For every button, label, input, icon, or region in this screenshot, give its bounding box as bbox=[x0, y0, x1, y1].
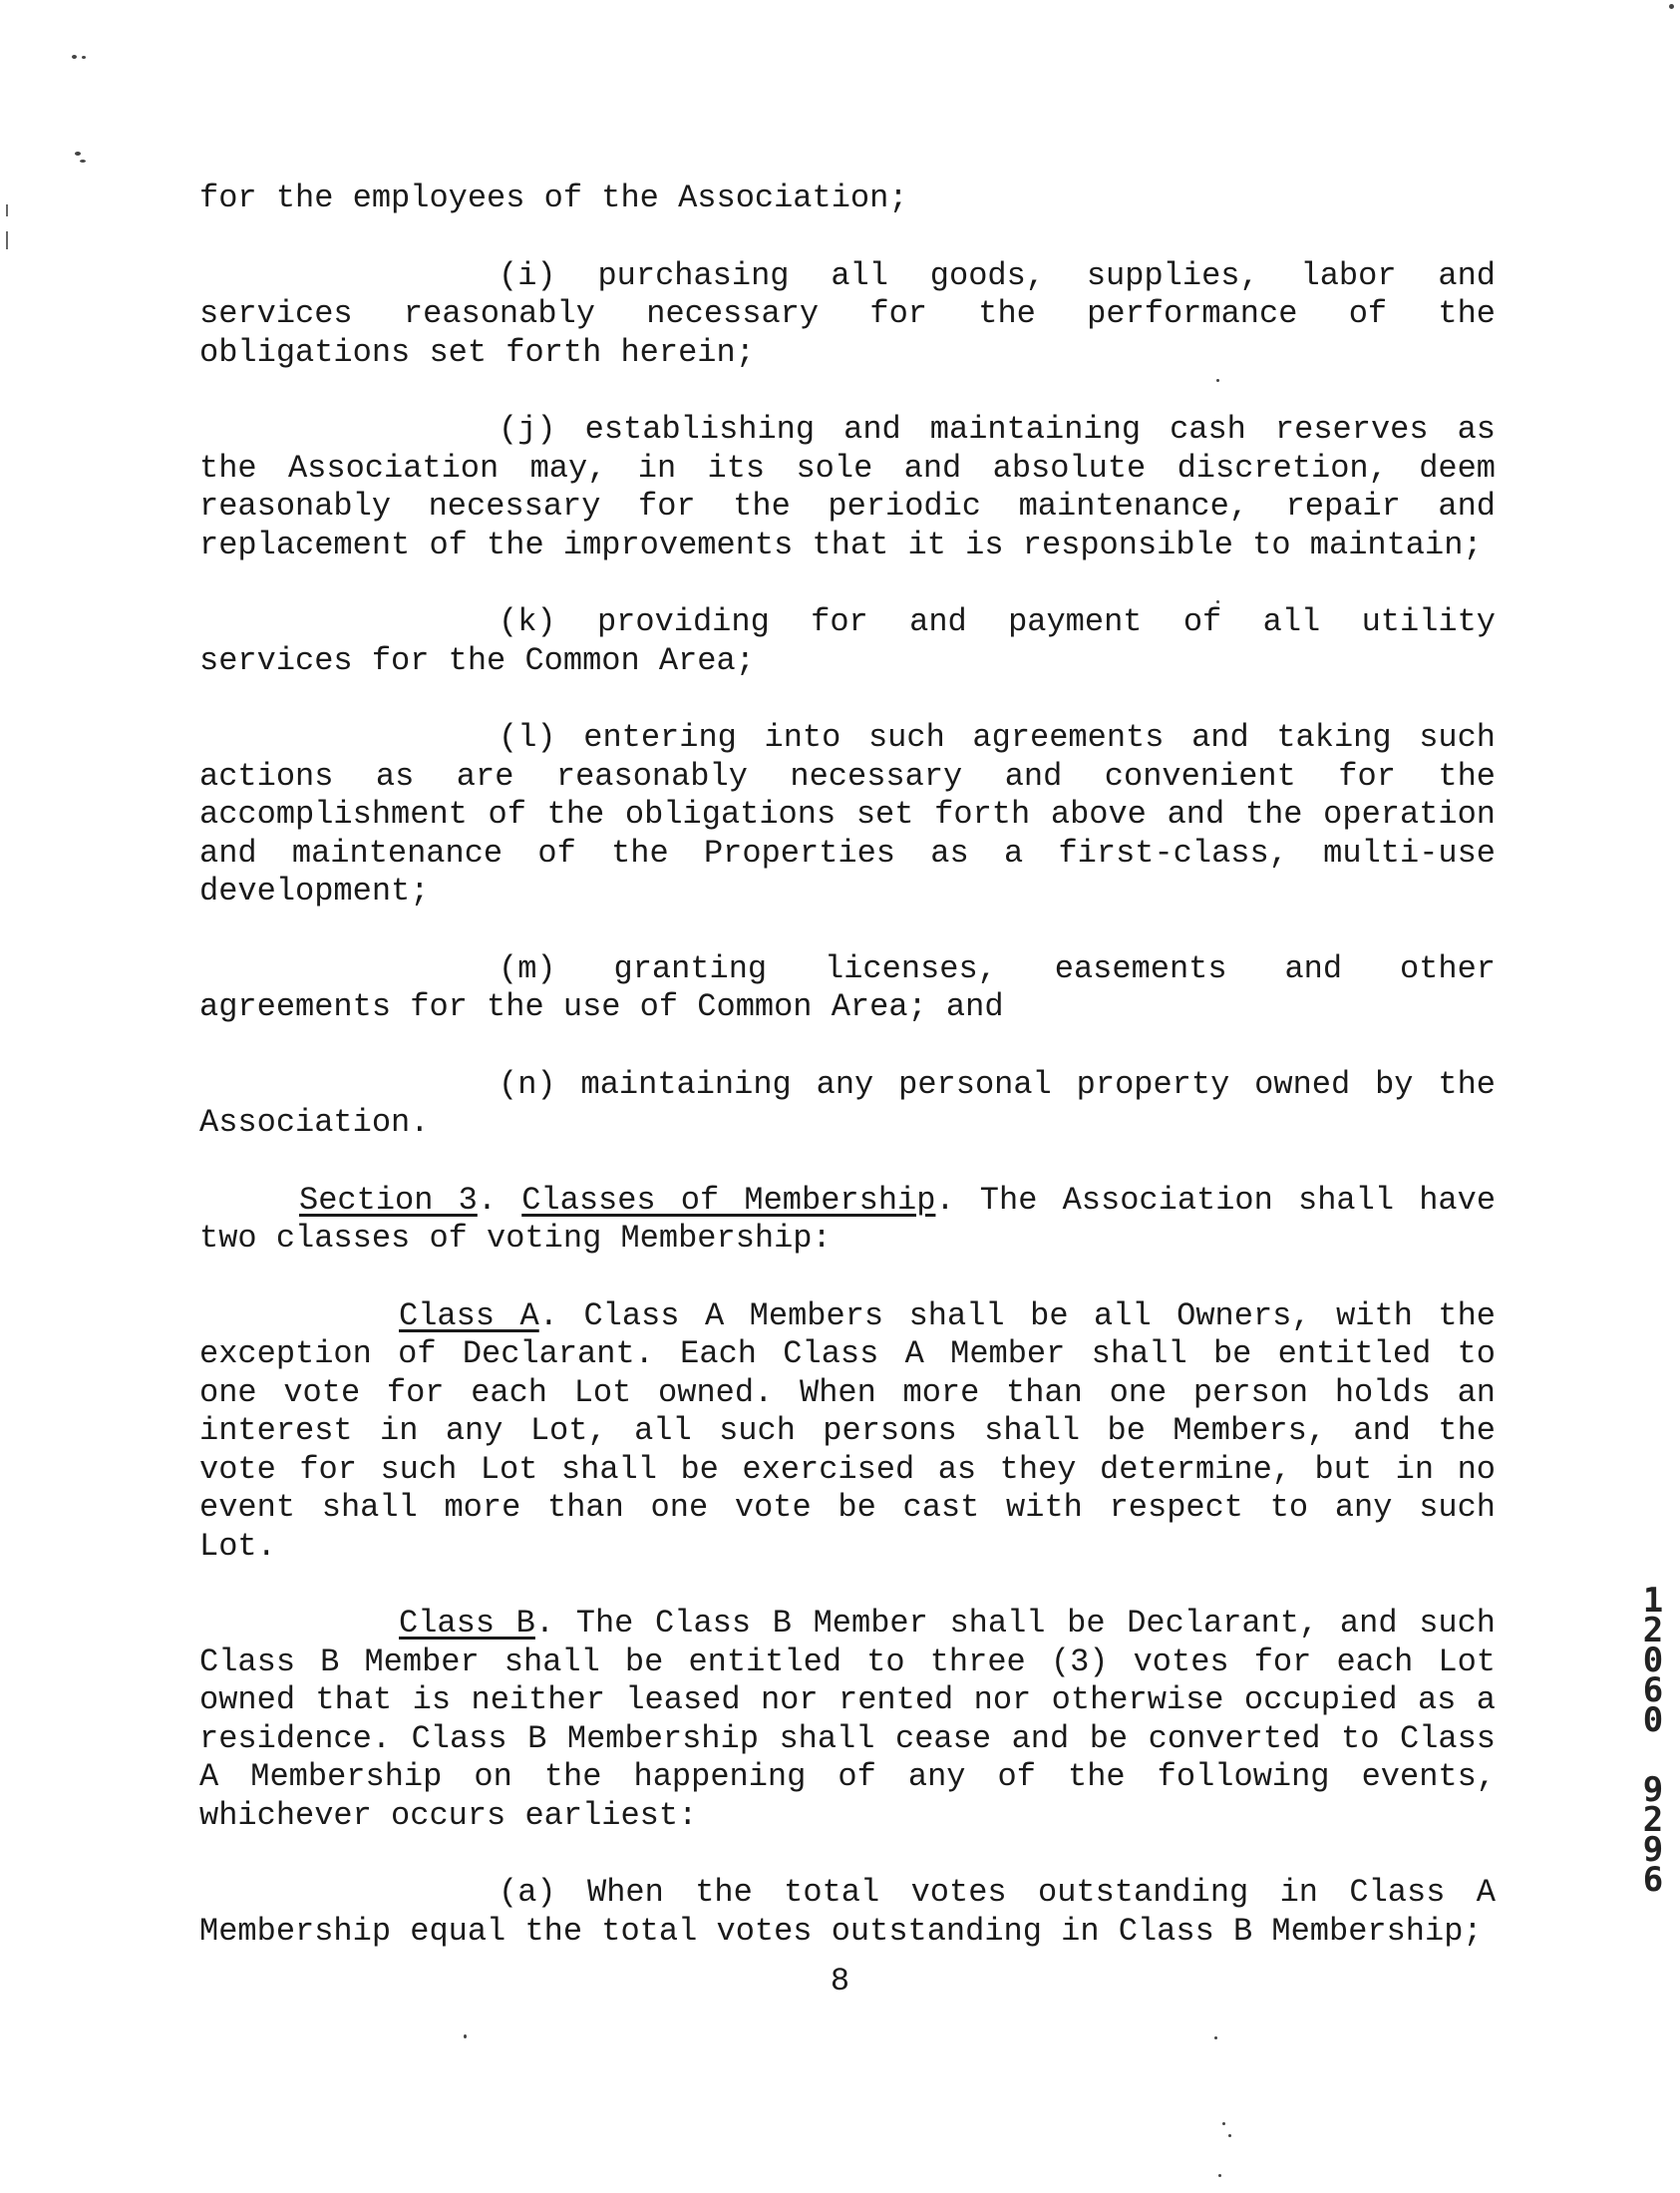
stamp-gap bbox=[1635, 1735, 1671, 1775]
stamp-digit: 0 bbox=[1642, 1641, 1664, 1680]
scan-speck bbox=[1669, 4, 1674, 9]
scan-speck bbox=[1214, 2036, 1217, 2039]
stamp-digit: 6 bbox=[1642, 1860, 1664, 1900]
paragraph-employees: for the employees of the Association; bbox=[199, 180, 908, 216]
class-a-text: . Class A Members shall be all Owners, with the exception of Declarant. Each Class A Member shall be entitled to one vote for each Lot owned. When more than one person holds an interest in any Lot, all such persons shall be Members, and the vote for such Lot shall be exercised as they determine, but in no event shall more than one vote be cast with respect to any such Lot. bbox=[199, 1296, 1497, 1565]
scan-speck bbox=[80, 160, 86, 163]
recording-number-stamp bbox=[1635, 1581, 1671, 1900]
page-number: 8 bbox=[830, 1963, 850, 2000]
class-b-label: Class B bbox=[399, 1605, 535, 1642]
stamp-digit: 0 bbox=[1642, 1700, 1664, 1740]
list-item-a: (a) When the total votes outstanding in Class A Membership equal the total votes outstanding in Class B Membership; bbox=[199, 1874, 1496, 1950]
list-item-i: (i) purchasing all goods, supplies, labor and services reasonably necessary for the performance of the obligations set forth herein; bbox=[199, 256, 1496, 371]
stamp-digit: 2 bbox=[1642, 1800, 1664, 1840]
stamp-digit: 9 bbox=[1642, 1770, 1664, 1810]
scan-speck bbox=[75, 152, 81, 156]
class-b-text: . The Class B Member shall be Declarant, and such Class B Member shall be entitled to three (3) votes for each Lot owned that is neither leased nor rented nor otherwise occupied as a residence. Class B Membership shall cease and be converted to Class A Membership on the happening of any of the following events, whichever occurs earliest: bbox=[199, 1605, 1497, 1834]
stamp-digit: 6 bbox=[1642, 1670, 1664, 1710]
scan-speck bbox=[1218, 2174, 1221, 2177]
class-a-paragraph bbox=[199, 1297, 1496, 1567]
section-3-text: . The Association shall have two classes of voting Membership: bbox=[199, 1181, 1497, 1257]
stamp-digit: 9 bbox=[1642, 1830, 1664, 1870]
section-3-heading: Section 3 bbox=[299, 1181, 478, 1219]
scan-edge-mark bbox=[6, 204, 8, 216]
section-3-paragraph bbox=[199, 1182, 1496, 1259]
section-3-heading-separator: . bbox=[477, 1181, 522, 1219]
class-b-paragraph bbox=[199, 1605, 1496, 1835]
list-item-n: (n) maintaining any personal property owned by the Association. bbox=[199, 1065, 1496, 1141]
scan-speck bbox=[72, 55, 77, 59]
list-item-j: (j) establishing and maintaining cash reserves as the Association may, in its sole and absolute discretion, deem reasonably necessary for the periodic maintenance, repair and replacement of the improvements that it is responsible to maintain; bbox=[199, 411, 1496, 563]
scan-speck bbox=[82, 56, 86, 59]
scan-speck bbox=[1222, 2122, 1225, 2125]
scan-speck bbox=[464, 2034, 467, 2038]
stamp-digit: 1 bbox=[1642, 1581, 1664, 1621]
class-a-label: Class A bbox=[399, 1296, 539, 1334]
section-3-title: Classes of Membership bbox=[521, 1181, 936, 1219]
scan-speck bbox=[1228, 2134, 1231, 2137]
document-body bbox=[199, 180, 1496, 1990]
list-item-m: (m) granting licenses, easements and other agreements for the use of Common Area; and bbox=[199, 949, 1496, 1025]
scan-edge-mark bbox=[6, 231, 8, 249]
list-item-k: (k) providing for and payment of all utility services for the Common Area; bbox=[199, 603, 1496, 679]
stamp-digit: 2 bbox=[1642, 1611, 1664, 1650]
list-item-l: (l) entering into such agreements and taking such actions as are reasonably necessary and convenient for the accomplishment of the obligations set forth above and the operation and maintenance of the Properties as a first-class, multi-use development; bbox=[199, 719, 1496, 910]
